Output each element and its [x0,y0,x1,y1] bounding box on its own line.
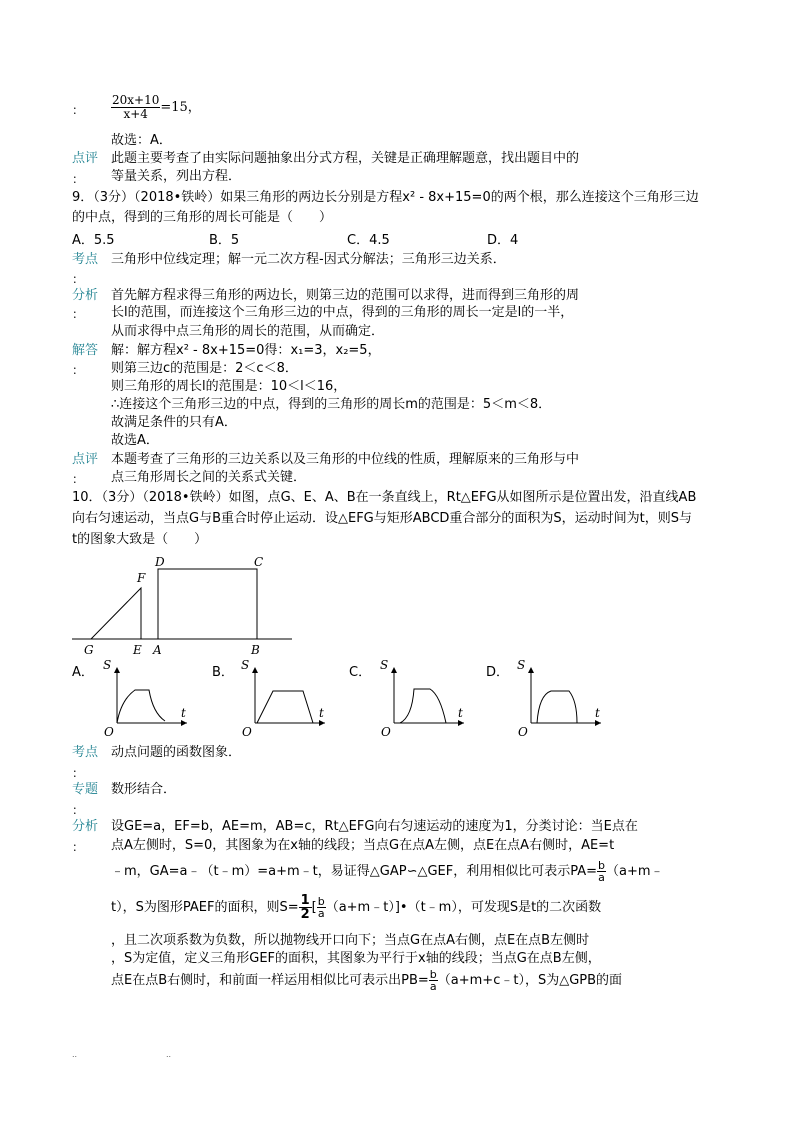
q9-dianping-line2: 点三角形周长之间的关系式关键． [111,470,307,485]
q9-jieda-head-text: 解：解方程x² - 8x+15=0得： [111,343,291,358]
frac-den: a [598,871,605,884]
q9-fenxi-line1: 首先解方程求得三角形的两边长，则第三边的范围可以求得，进而得到三角形的周 [111,288,580,303]
q10-fenxi-line4 [111,894,601,921]
q10-fenxi-line4-a: t），S为图形PAEF的面积，则S= [111,900,299,915]
q10-option-c-label: C． [349,665,372,680]
axis-label-o: O [518,725,528,739]
q10-fenxi-line6: ，S为定值，定义三角形GEF的面积，其图象为平行于x轴的线段；当点G在点B左侧， [111,951,601,966]
label-point-a: A [153,643,162,657]
axis-label-t: t [181,706,186,720]
label-colon: ： [72,272,85,286]
x-arrow [319,720,325,726]
q10-graph-a [95,655,195,743]
frac-den: a [317,907,325,920]
triangle-efg [91,588,141,639]
q10-stem-line3: t的图象大致是（ ） [72,532,208,547]
y-arrow [528,667,534,673]
q10-fenxi-line7 [111,969,622,992]
q10-option-d-label: D． [486,665,510,680]
q10-fenxi-line5: ，且二次项系数为负数，所以抛物线开口向下；当点G在点A右侧，点E在点B左侧时 [111,933,590,948]
q9-jieda-line4: 故满足条件的只有A． [111,415,237,430]
eq-denominator: x+4 [123,107,148,121]
q9-fenxi-line2: 长l的范围，而连接这个三角形三边的中点，得到的三角形的周长一定是l的一半， [111,305,574,320]
q9-option-b: B．5 [209,233,240,248]
q10-graph-c [372,655,472,743]
q9-jieda-line2: 则三角形的周长l的范围是：10＜l＜16， [111,379,347,394]
q9-dianping-line1: 本题考查了三角形的三边关系以及三角形的中位线的性质，理解原来的三角形与中 [111,452,580,467]
eq-tail: =15， [160,100,201,115]
q9-stem-line2: 的中点，得到的三角形的周长可能是（ ） [72,210,333,225]
frac-num: 1 [300,893,310,908]
label-dianping: 点评 [72,151,99,166]
q10-zhuanti: 数形结合． [111,782,177,797]
label-colon: ： [72,172,85,186]
curve [117,690,165,723]
review8-line2: 等量关系，列出方程． [111,169,242,184]
q9-option-d: D．4 [487,233,519,248]
axis-label-s: S [241,658,250,672]
q9-jieda-line5: 故选A． [111,433,159,448]
label-kaodian: 考点 [72,252,99,267]
label-colon: ： [72,307,85,321]
q9-option-c: C．4.5 [347,233,390,248]
q10-graph-b [233,655,333,743]
q10-fenxi-line3-a: ﹣m，GA=a﹣（t﹣m）=a+m﹣t，易证得△GAP∽△GEF，利用相似比可表示PA= [111,864,598,879]
frac-num: b [317,895,325,908]
axis-label-o: O [381,725,391,739]
footer-left: .. [72,1050,78,1059]
label-point-c: C [254,555,264,569]
curve [400,689,446,723]
label-colon: ： [72,766,85,780]
q10-option-b-label: B． [212,665,234,680]
q10-fenxi-line4-c: （a+m﹣t）]•（t﹣m），可发现S是t的二次函数 [325,900,602,915]
label-colon: ： [72,472,85,486]
label-point-b: B [251,643,260,657]
intro-equation [111,94,201,121]
axis-label-t: t [595,706,600,720]
y-arrow [252,667,258,673]
review8-line1: 此题主要考查了由实际问题抽象出分式方程，关键是正确理解题意，找出题目中的 [111,151,580,166]
frac-num: b [598,859,605,872]
q9-stem-line1: 9．（3分）（2018•铁岭）如果三角形的两边长分别是方程x² - 8x+15=0的两个根，那么连接这个三角形三边 [72,190,699,205]
intro-answer: 故选：A． [111,133,172,148]
label-colon: ： [72,363,85,377]
label-colon: ： [72,103,85,117]
q9-option-a: A．5.5 [72,233,115,248]
q10-figure [66,552,296,660]
q9-kaodian: 三角形中位线定理；解一元二次方程-因式分解法；三角形三边关系． [111,252,506,267]
axis-label-o: O [242,725,252,739]
label-kaodian: 考点 [72,745,99,760]
label-point-f: F [137,571,146,585]
y-arrow [391,667,397,673]
frac-den: a [429,980,437,993]
q10-fenxi-line3 [111,860,664,883]
frac-den: 2 [300,907,310,922]
axis-label-s: S [517,658,526,672]
y-arrow [114,667,120,673]
label-dianping: 点评 [72,452,99,467]
axis-label-o: O [104,725,114,739]
q10-fenxi-line2: 点A左侧时，S=0，其图象为在x轴的线段；当点G在点A左侧，点E在点A右侧时，AE=t [111,838,615,853]
q10-option-a-label: A． [72,665,94,680]
label-jieda: 解答 [72,343,99,358]
q9-jieda-line1: 则第三边c的范围是：2＜c＜8． [111,361,298,376]
axis-label-t: t [458,706,463,720]
x-arrow [458,720,464,726]
q10-fenxi-line4-b: [ [311,900,317,915]
eq-numerator: 20x+10 [112,93,160,107]
curve [537,691,577,723]
q10-fenxi-line7-a: 点E在点B右侧时，和前面一样运用相似比可表示出PB= [111,973,429,988]
label-zhuanti: 专题 [72,782,99,797]
q10-graph-d [509,655,609,743]
frac-num: b [429,968,437,981]
q10-kaodian: 动点问题的函数图象． [111,745,242,760]
label-colon: ： [72,803,85,817]
axis-label-t: t [319,706,324,720]
rectangle-abcd [158,569,257,639]
q9-jieda-roots: x₁=3，x₂=5， [290,343,381,358]
label-fenxi: 分析 [72,819,99,834]
q10-stem-line2: 向右匀速运动，当点G与B重合时停止运动．设△EFG与矩形ABCD重合部分的面积为S，运动时间为t，则S与 [72,511,693,526]
axis-label-s: S [380,658,389,672]
label-fenxi: 分析 [72,288,99,303]
label-colon: ： [72,840,85,854]
q10-fenxi-line7-b: （a+m+c﹣t），S为△GPB的面 [437,973,623,988]
x-arrow [595,720,601,726]
label-point-g: G [84,643,94,657]
q9-fenxi-line3: 从而求得中点三角形的周长的范围，从而确定． [111,324,385,339]
x-arrow [181,720,187,726]
q9-jieda-head [111,342,381,360]
label-point-e: E [133,643,142,657]
q10-stem-line1: 10．（3分）（2018•铁岭）如图，点G、E、A、B在一条直线上，Rt△EFG从如图所示是位置出发，沿直线AB [72,490,697,505]
axis-label-s: S [103,658,112,672]
q9-jieda-line3: ∴连接这个三角形三边的中点，得到的三角形的周长m的范围是：5＜m＜8． [111,397,552,412]
curve [257,691,313,723]
q10-fenxi-line1: 设GE=a，EF=b，AE=m，AB=c，Rt△EFG向右匀速运动的速度为1，分类讨论：当E点在 [111,819,638,834]
q10-fenxi-line3-b: （a+m﹣ [606,864,664,879]
label-point-d: D [155,555,165,569]
footer-right: .. [166,1050,172,1059]
